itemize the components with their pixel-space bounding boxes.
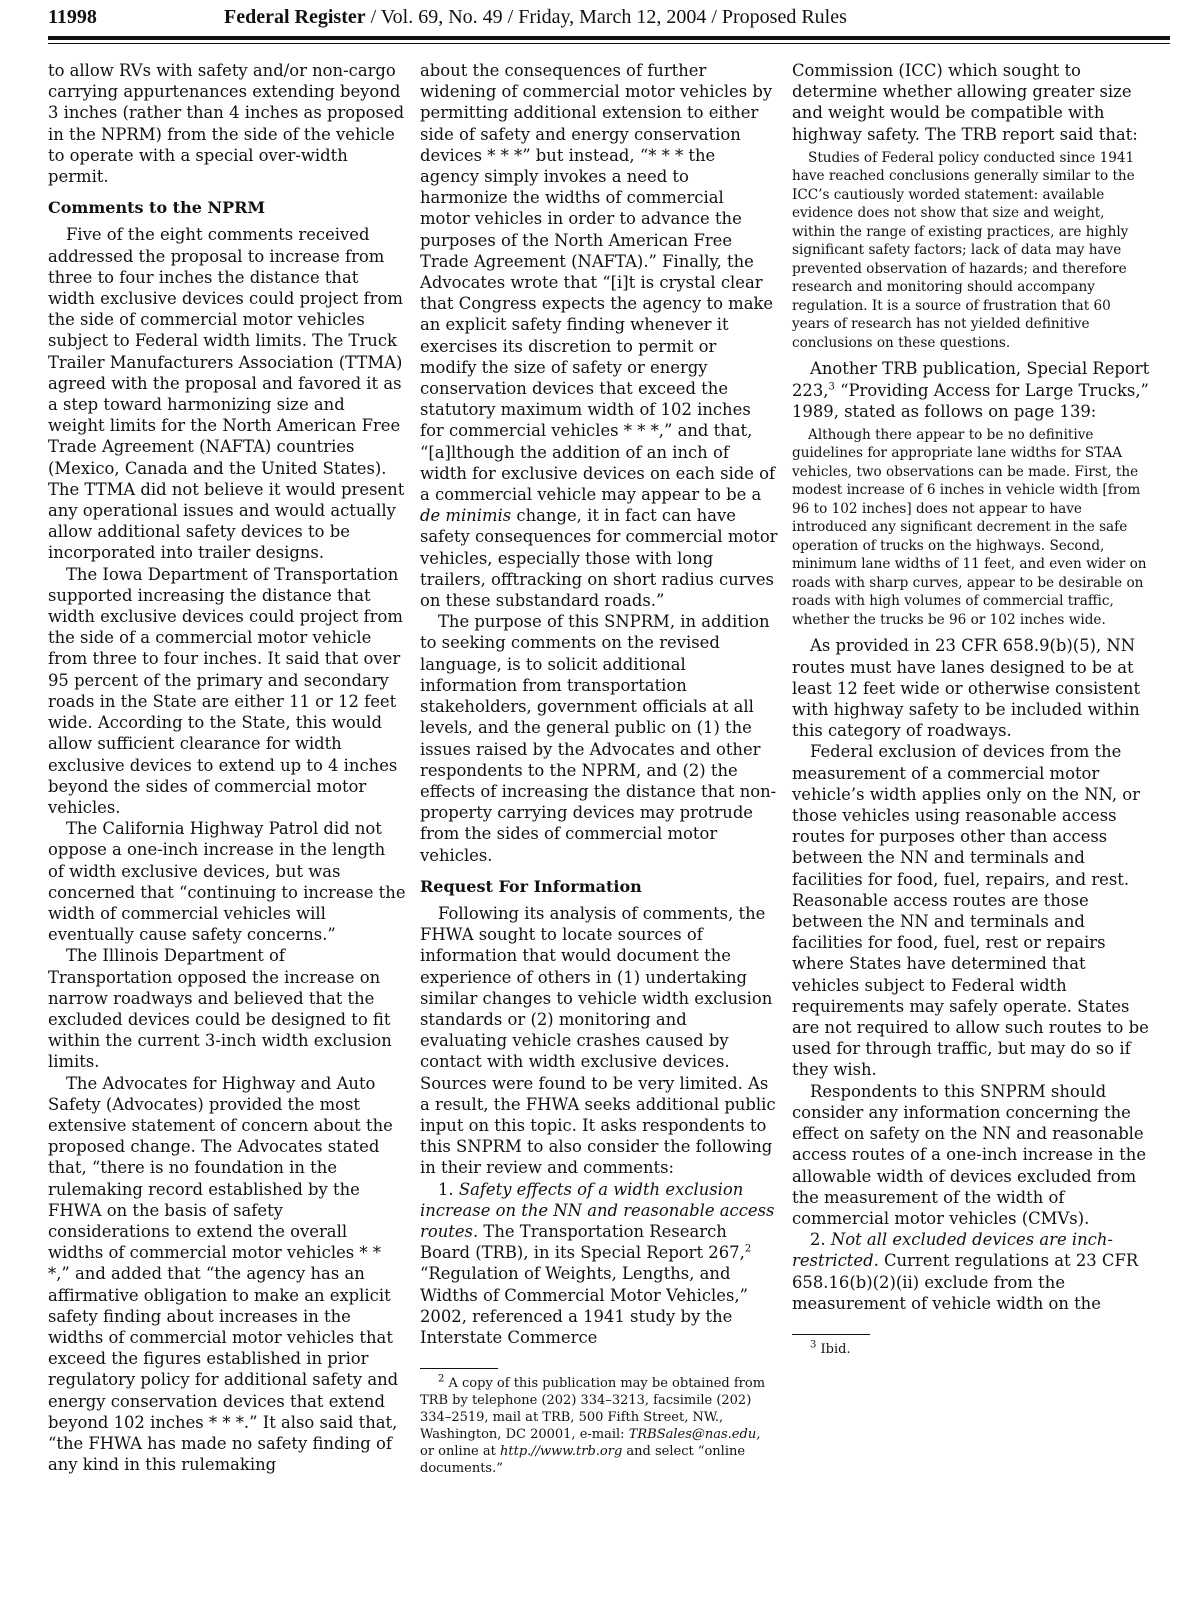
text-run: “Regulation of Weights, Lengths, and Widths of Commercial Motor Vehicles,” 2002, referenced a 1941 study by the Interstate Commerce: [420, 1264, 748, 1347]
paragraph: Commission (ICC) which sought to determine whether allowing greater size and weight would be compatible with highway safety. The TRB report said that:: [792, 61, 1138, 144]
paragraph: Respondents to this SNPRM should consider any information concerning the effect on safety on the NN and reasonable access routes of a one-inch increase in the allowable width of devices excluded from the measurement of the width of commercial motor vehicles (CMVs).: [792, 1081, 1147, 1228]
section-heading-comments: Comments to the NPRM: [48, 198, 266, 218]
paragraph: to allow RVs with safety and/or non-cargo carrying appurtenances extending beyond 3 inches (rather than 4 inches as proposed in the NPRM) from the side of the vehicle to operate with a special over-width permit.: [48, 61, 405, 187]
paragraph: [420, 60, 778, 611]
text-run: about the consequences of further widening of commercial motor vehicles by permitting additional extension to either side of safety and energy conservation devices * * *” but instead, “* * * the agency simply invokes a need to harmonize the widths of commercial motor vehicles in order to advance the purposes of the North American Free Trade Agreement (NAFTA).” Finally, the Advocates wrote that “[i]t is crystal clear that Congress expects the agency to make an explicit safety finding whenever it exercises its discretion to permit or modify the size of safety or energy conservation devices that exceed the statutory maximum width of 102 inches for commercial vehicles * * *,” and that, “[a]lthough the addition of an inch of width for exclusive devices on each side of a commercial vehicle may appear to be a: [420, 61, 776, 505]
paragraph: Five of the eight comments received addressed the proposal to increase from three to four inches the distance that width exclusive devices could project from the side of commercial motor vehicles subject to Federal width limits. The Truck Trailer Manufacturers Association (TTMA) agreed with the proposal and favored it as a step toward harmonizing size and weight limits for the North American Free Trade Agreement (NAFTA) countries (Mexico, Canada and the United States). The TTMA did not believe it would present any operational issues and would actually allow additional safety devices to be incorporated into trailer designs.: [48, 225, 405, 563]
footnote-url: http.//www.trb.org: [500, 1444, 623, 1460]
paragraph: [420, 1179, 778, 1349]
footnote-ref: 3: [828, 381, 835, 393]
text-run: or online at: [420, 1444, 500, 1460]
paragraph: The Iowa Department of Transportation supported increasing the distance that width exclusive devices could project from the side of a commercial motor vehicle from three to four inches. It said that over 95 percent of the primary and secondary roads in the State are either 11 or 12 feet wide. According to the State, this would allow sufficient clearance for width exclusive devices to extend up to 4 inches beyond the sides of commercial motor vehicles.: [48, 564, 403, 817]
footnote-ref: 2: [744, 1243, 752, 1255]
italic-term: de minimis: [420, 506, 512, 526]
item-number: 1.: [438, 1179, 459, 1199]
page-number: 11998: [48, 6, 97, 28]
paragraph: [792, 358, 1150, 422]
text-run: Another TRB publication, Special Report 223,: [792, 359, 1150, 400]
publication-name: Federal Register: [224, 6, 366, 28]
section-heading-request: Request For Information: [420, 876, 642, 896]
column-1: [48, 60, 406, 1475]
footnote-rule: [420, 1368, 498, 1369]
paragraph: The California Highway Patrol did not oppose a one-inch increase in the length of width exclusive devices, but was concerned that “continuing to increase the width of commercial vehicles will eventually cause safety concerns.”: [48, 819, 406, 945]
paragraph: The purpose of this SNPRM, in addition to seeking comments on the revised language, is to solicit additional information from transportation stakeholders, government officials at all levels, and the general public on (1) the issues raised by the Advocates and other respondents to the NPRM, and (2) the effects of increasing the distance that non-property carrying devices may protrude from the sides of commercial motor vehicles.: [420, 612, 777, 865]
italic-run-in-heading: Safety effects of a width exclusion increase on the NN and reasonable access routes.: [420, 1179, 775, 1241]
footnote-marker: 3: [810, 1339, 817, 1351]
italic-run-in-heading: Not all excluded devices are inch-restricted.: [792, 1230, 1113, 1271]
text-run: “Providing Access for Large Trucks,” 1989, stated as follows on page 139:: [792, 380, 1149, 421]
footnote-email: TRBSales@nas.edu,: [628, 1427, 761, 1443]
footnote-rule: [792, 1334, 870, 1335]
text-run: Ibid.: [816, 1341, 851, 1357]
paragraph: The Advocates for Highway and Auto Safety (Advocates) provided the most extensive statement of concern about the proposed change. The Advocates stated that, “there is no foundation in the rulemaking record established by the FHWA on the basis of safety considerations to extend the overall widths of commercial motor vehicles * * *,” and added that “the agency has an affirmative obligation to make an explicit safety finding about increases in the widths of commercial motor vehicles that exceed the figures established in prior regulatory policy for additional safety and energy conservation devices that extend beyond 102 inches * * *.” It also said that, “the FHWA has made no safety finding of any kind in this rulemaking: [48, 1073, 399, 1475]
text-run: A copy of this publication may be obtained from TRB by telephone (202) 334–3213, facsimile (202) 334–2519, mail at TRB, 500 Fifth Street, NW., Washington, DC 20001, e-mail:: [420, 1376, 766, 1443]
footnote: [420, 1375, 778, 1477]
paragraph: The Illinois Department of Transportation opposed the increase on narrow roadways and believed that the excluded devices could be designed to fit within the current 3-inch width exclusion limits.: [48, 946, 392, 1072]
running-head-citation: [224, 6, 847, 29]
paragraph: Federal exclusion of devices from the measurement of a commercial motor vehicle’s width applies only on the NN, or those vehicles using reasonable access routes for purposes other than access between the NN and terminals and facilities for food, fuel, repairs, and rest. Reasonable access routes are those between the NN and terminals and facilities for food, fuel, rest or repairs where States have determined that vehicles subject to Federal width requirements may safely operate. States are not required to allow such routes to be used for through traffic, but may do so if they wish.: [792, 742, 1149, 1080]
header-rule-thin: [48, 43, 1170, 44]
column-2: [420, 60, 778, 1477]
text-run: and select “online documents.”: [420, 1444, 746, 1477]
item-number: 2.: [810, 1230, 831, 1250]
issue-citation: / Vol. 69, No. 49 / Friday, March 12, 2004 / Proposed Rules: [365, 6, 847, 28]
paragraph: As provided in 23 CFR 658.9(b)(5), NN routes must have lanes designed to be at least 12 feet wide or otherwise consistent with highway safety to be included within this category of roadways.: [792, 636, 1141, 741]
footnote: [792, 1341, 1150, 1358]
text-run: The Transportation Research Board (TRB), in its Special Report 267,: [420, 1221, 745, 1263]
block-quote: Although there appear to be no definitive guidelines for appropriate lane widths for STAA vehicles, two observations can be made. First, the modest increase of 6 inches in vehicle width [from 96 to 102 inches] does not appear to have introduced any significant decrement in the safe operation of trucks on the highways. Second, minimum lane widths of 11 feet, and even wider on roads with sharp curves, appear to be desirable on roads with high volumes of commercial traffic, whether the trucks be 96 or 102 inches wide.: [792, 426, 1147, 628]
footnote-marker: 2: [438, 1373, 445, 1385]
text-run: Current regulations at 23 CFR 658.16(b)(2)(ii) exclude from the measurement of vehicle width on the: [792, 1251, 1139, 1313]
running-header: [48, 6, 1168, 36]
column-3: [792, 60, 1150, 1358]
paragraph: [792, 1229, 1150, 1314]
paragraph: Following its analysis of comments, the FHWA sought to locate sources of information that would document the experience of others in (1) undertaking similar changes to vehicle width exclusion standards or (2) monitoring and evaluating vehicle crashes caused by contact with width exclusive devices. Sources were found to be very limited. As a result, the FHWA seeks additional public input on this topic. It asks respondents to this SNPRM to also consider the following in their review and comments:: [420, 903, 776, 1178]
header-rule-thick: [48, 36, 1170, 40]
text-run: change, it in fact can have safety consequences for commercial motor vehicles, especially those with long trailers, offtracking on short radius curves on these substandard roads.”: [420, 506, 778, 611]
block-quote: Studies of Federal policy conducted since 1941 have reached conclusions generally similar to the ICC’s cautiously worded statement: available evidence does not show that size and weight, within the range of existing practices, are highly significant safety factors; lack of data may have prevented observation of hazards; and therefore research and monitoring should accompany regulation. It is a source of frustration that 60 years of research has not yielded definitive conclusions on these questions.: [792, 149, 1135, 351]
